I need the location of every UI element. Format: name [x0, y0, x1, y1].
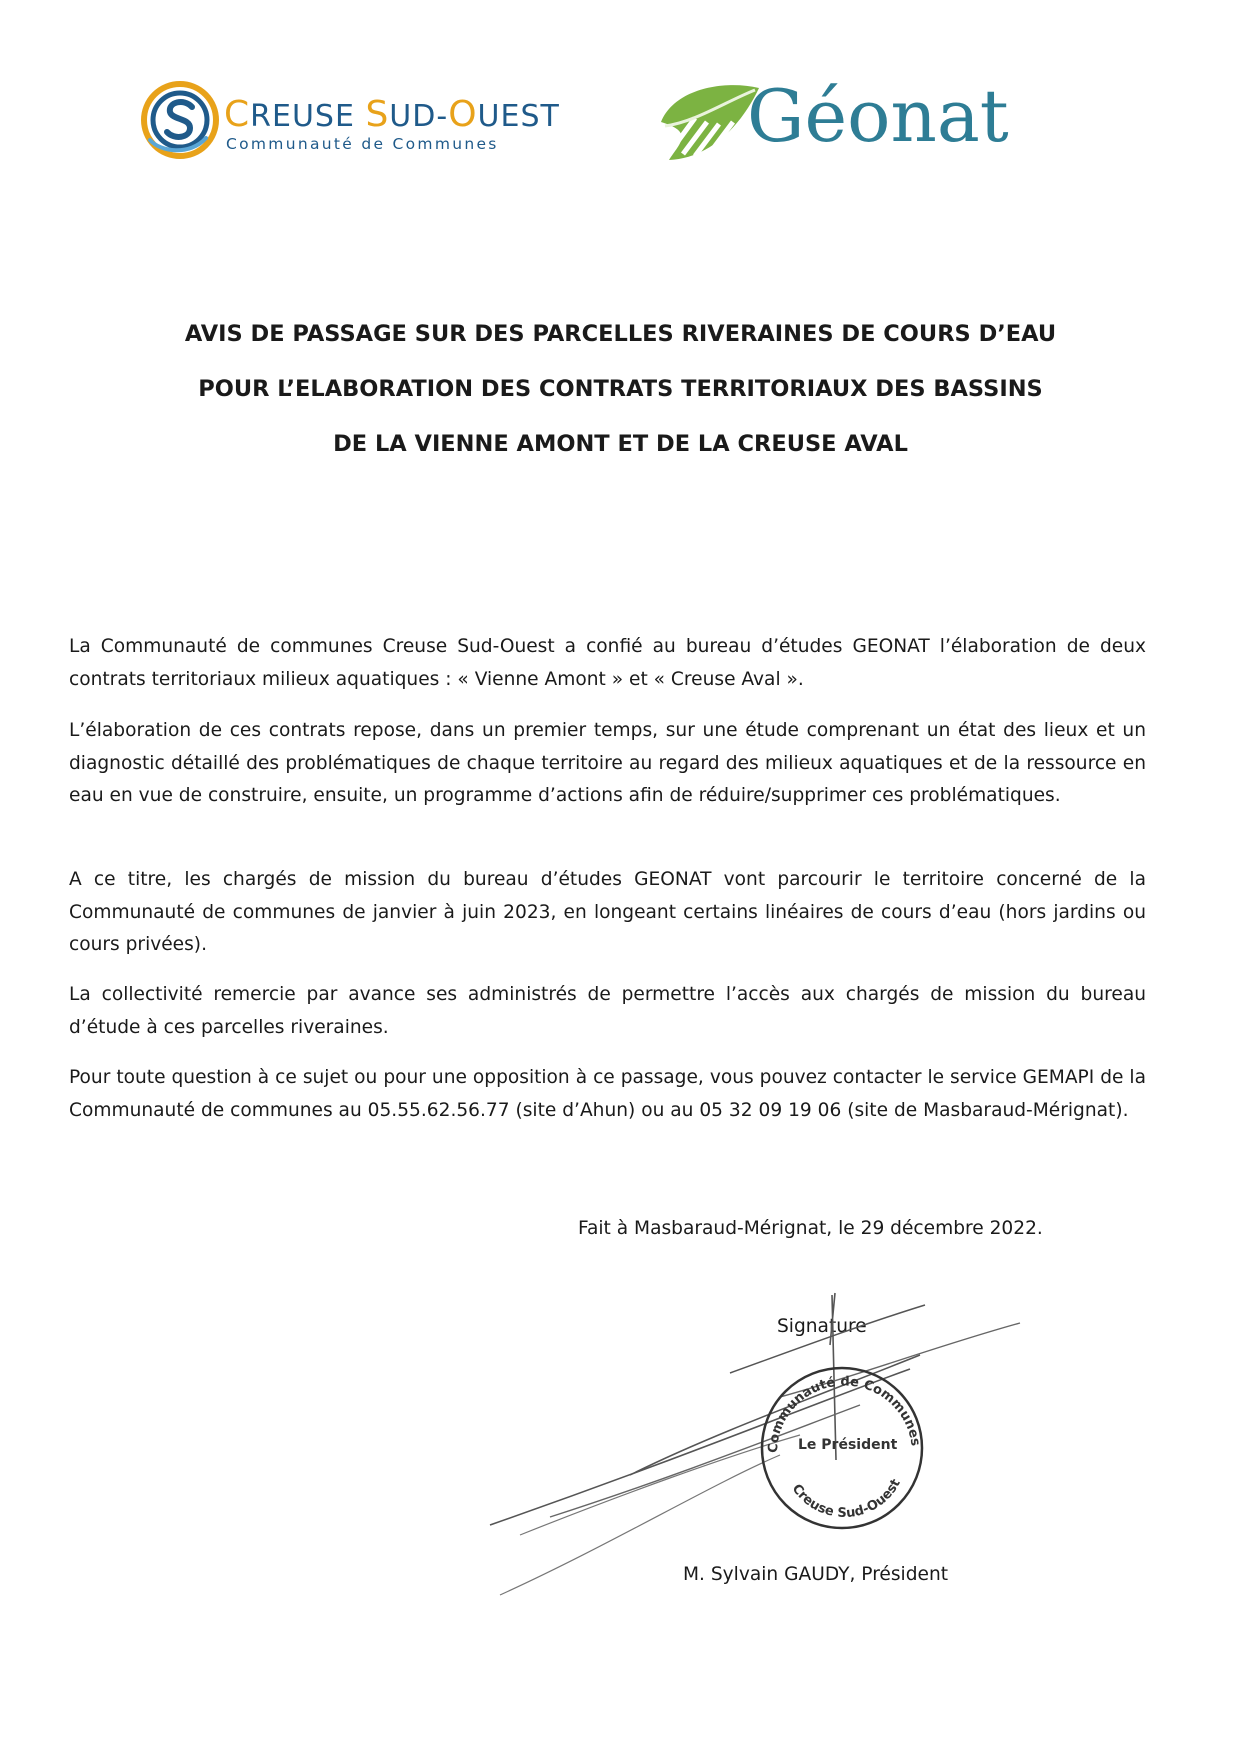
stamp-top-text: Communauté de Communes: [765, 1374, 923, 1454]
body-paragraph-1: La Communauté de communes Creuse Sud-Ouest a confié au bureau d’études GEONAT l’élaboration de deux contrats territoriaux milieux aquatiques : « Vienne Amont » et « Creuse Aval ».: [69, 636, 1146, 690]
president-stamp: [752, 1358, 932, 1538]
creuse-sud-ouest-logo-title: CREUSE SUD-OUEST: [224, 94, 560, 135]
creuse-sud-ouest-logo: [140, 80, 560, 175]
signature-label: Signature: [777, 1316, 867, 1337]
place-and-date: Fait à Masbaraud-Mérignat, le 29 décembre 2022.: [578, 1218, 1043, 1239]
creuse-sud-ouest-logo-subtitle: Communauté de Communes: [226, 135, 499, 153]
body-paragraph-5: Pour toute question à ce sujet ou pour une opposition à ce passage, vous pouvez contacter le service GEMAPI de la Communauté de communes au 05.55.62.56.77 (site d’Ahun) ou au 05 32 09 19 06 (site de Masbaraud-Mérignat).: [69, 1067, 1146, 1121]
document-title-line-1: AVIS DE PASSAGE SUR DES PARCELLES RIVERAINES DE COURS D’EAU: [184, 321, 1057, 347]
stamp-center-text: Le Président: [798, 1437, 898, 1453]
creuse-sud-ouest-emblem-icon: [140, 80, 220, 160]
body-paragraph-4: La collectivité remercie par avance ses administrés de permettre l’accès aux chargés de mission du bureau d’étude à ces parcelles riveraines.: [69, 984, 1146, 1038]
document-title-line-2: POUR L’ELABORATION DES CONTRATS TERRITORIAUX DES BASSINS: [198, 376, 1043, 402]
geonat-logo: [655, 70, 1009, 180]
document-title-line-3: DE LA VIENNE AMONT ET DE LA CREUSE AVAL: [333, 431, 908, 457]
signatory-name: M. Sylvain GAUDY, Président: [683, 1564, 949, 1585]
body-paragraph-3: A ce titre, les chargés de mission du bureau d’études GEONAT vont parcourir le territoire concerné de la Communauté de communes de janvier à juin 2023, en longeant certains linéaires de cours d’eau (hors jardins ou cours privées).: [69, 869, 1146, 955]
geonat-logo-text: Géonat: [747, 74, 1009, 158]
body-paragraph-2: L’élaboration de ces contrats repose, dans un premier temps, sur une étude comprenant un état des lieux et un diagnostic détaillé des problématiques de chaque territoire au regard des milieux aquatiques et de la ressource en eau en vue de construire, ensuite, un programme d’actions afin de réduire/supprimer ces problématiques.: [69, 720, 1146, 806]
stamp-bottom-text: Creuse Sud-Ouest: [788, 1476, 904, 1522]
